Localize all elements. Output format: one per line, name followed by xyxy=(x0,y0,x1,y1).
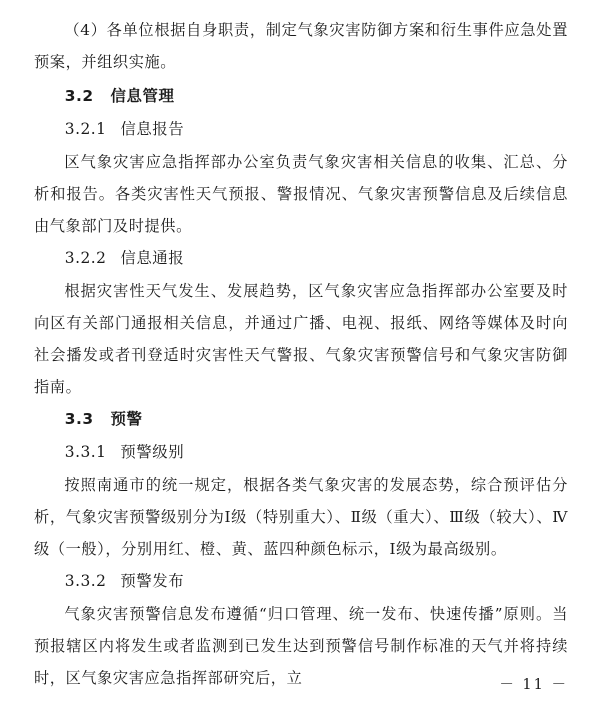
heading-3-2 xyxy=(34,80,568,113)
heading-3-2-title: 信息管理 xyxy=(110,87,175,105)
paragraph-warning-levels: 按照南通市的统一规定，根据各类气象灾害的发展态势，综合预评估分析，气象灾害预警级别分为Ⅰ级（特别重大）、Ⅱ级（重大）、Ⅲ级（较大）、Ⅳ级（一般），分别用红、橙、黄、蓝四种颜色标示，Ⅰ级为最高级别。 xyxy=(34,476,568,558)
paragraph-information-notification: 根据灾害性天气发生、发展趋势，区气象灾害应急指挥部办公室要及时向区有关部门通报相关信息，并通过广播、电视、报纸、网络等媒体及时向社会播发或者刊登适时灾害性天气警报、气象灾害预警信号和气象灾害防御指南。 xyxy=(34,282,568,396)
page-number: － 11 － xyxy=(499,677,568,693)
heading-3-2-1-title: 信息报告 xyxy=(120,120,185,138)
heading-3-2-1-number: 3.2.1 xyxy=(64,120,107,138)
heading-3-3-1 xyxy=(34,436,568,469)
heading-3-3-number: 3.3 xyxy=(64,410,94,428)
heading-3-3-2-number: 3.3.2 xyxy=(64,572,107,590)
heading-3-2-2 xyxy=(34,242,568,275)
heading-3-2-2-title: 信息通报 xyxy=(120,249,185,267)
heading-3-3-title: 预警 xyxy=(110,410,143,428)
heading-3-3-1-title: 预警级别 xyxy=(120,443,185,461)
heading-3-2-2-number: 3.2.2 xyxy=(64,249,107,267)
heading-3-3 xyxy=(34,403,568,436)
paragraph-item-4: （4）各单位根据自身职责，制定气象灾害防御方案和衍生事件应急处置预案，并组织实施。 xyxy=(34,21,568,71)
heading-3-3-2-title: 预警发布 xyxy=(120,572,185,590)
paragraph-warning-release: 气象灾害预警信息发布遵循“归口管理、统一发布、快速传播”原则。当预报辖区内将发生或者监测到已发生达到预警信号制作标准的天气并将持续时，区气象灾害应急指挥部研究后，立 xyxy=(34,605,568,687)
heading-3-3-1-number: 3.3.1 xyxy=(64,443,107,461)
heading-3-2-1 xyxy=(34,113,568,146)
paragraph-information-report: 区气象灾害应急指挥部办公室负责气象灾害相关信息的收集、汇总、分析和报告。各类灾害性天气预报、警报情况、气象灾害预警信息及后续信息由气象部门及时提供。 xyxy=(34,153,568,235)
heading-3-3-2 xyxy=(34,565,568,598)
heading-3-2-number: 3.2 xyxy=(64,87,94,105)
